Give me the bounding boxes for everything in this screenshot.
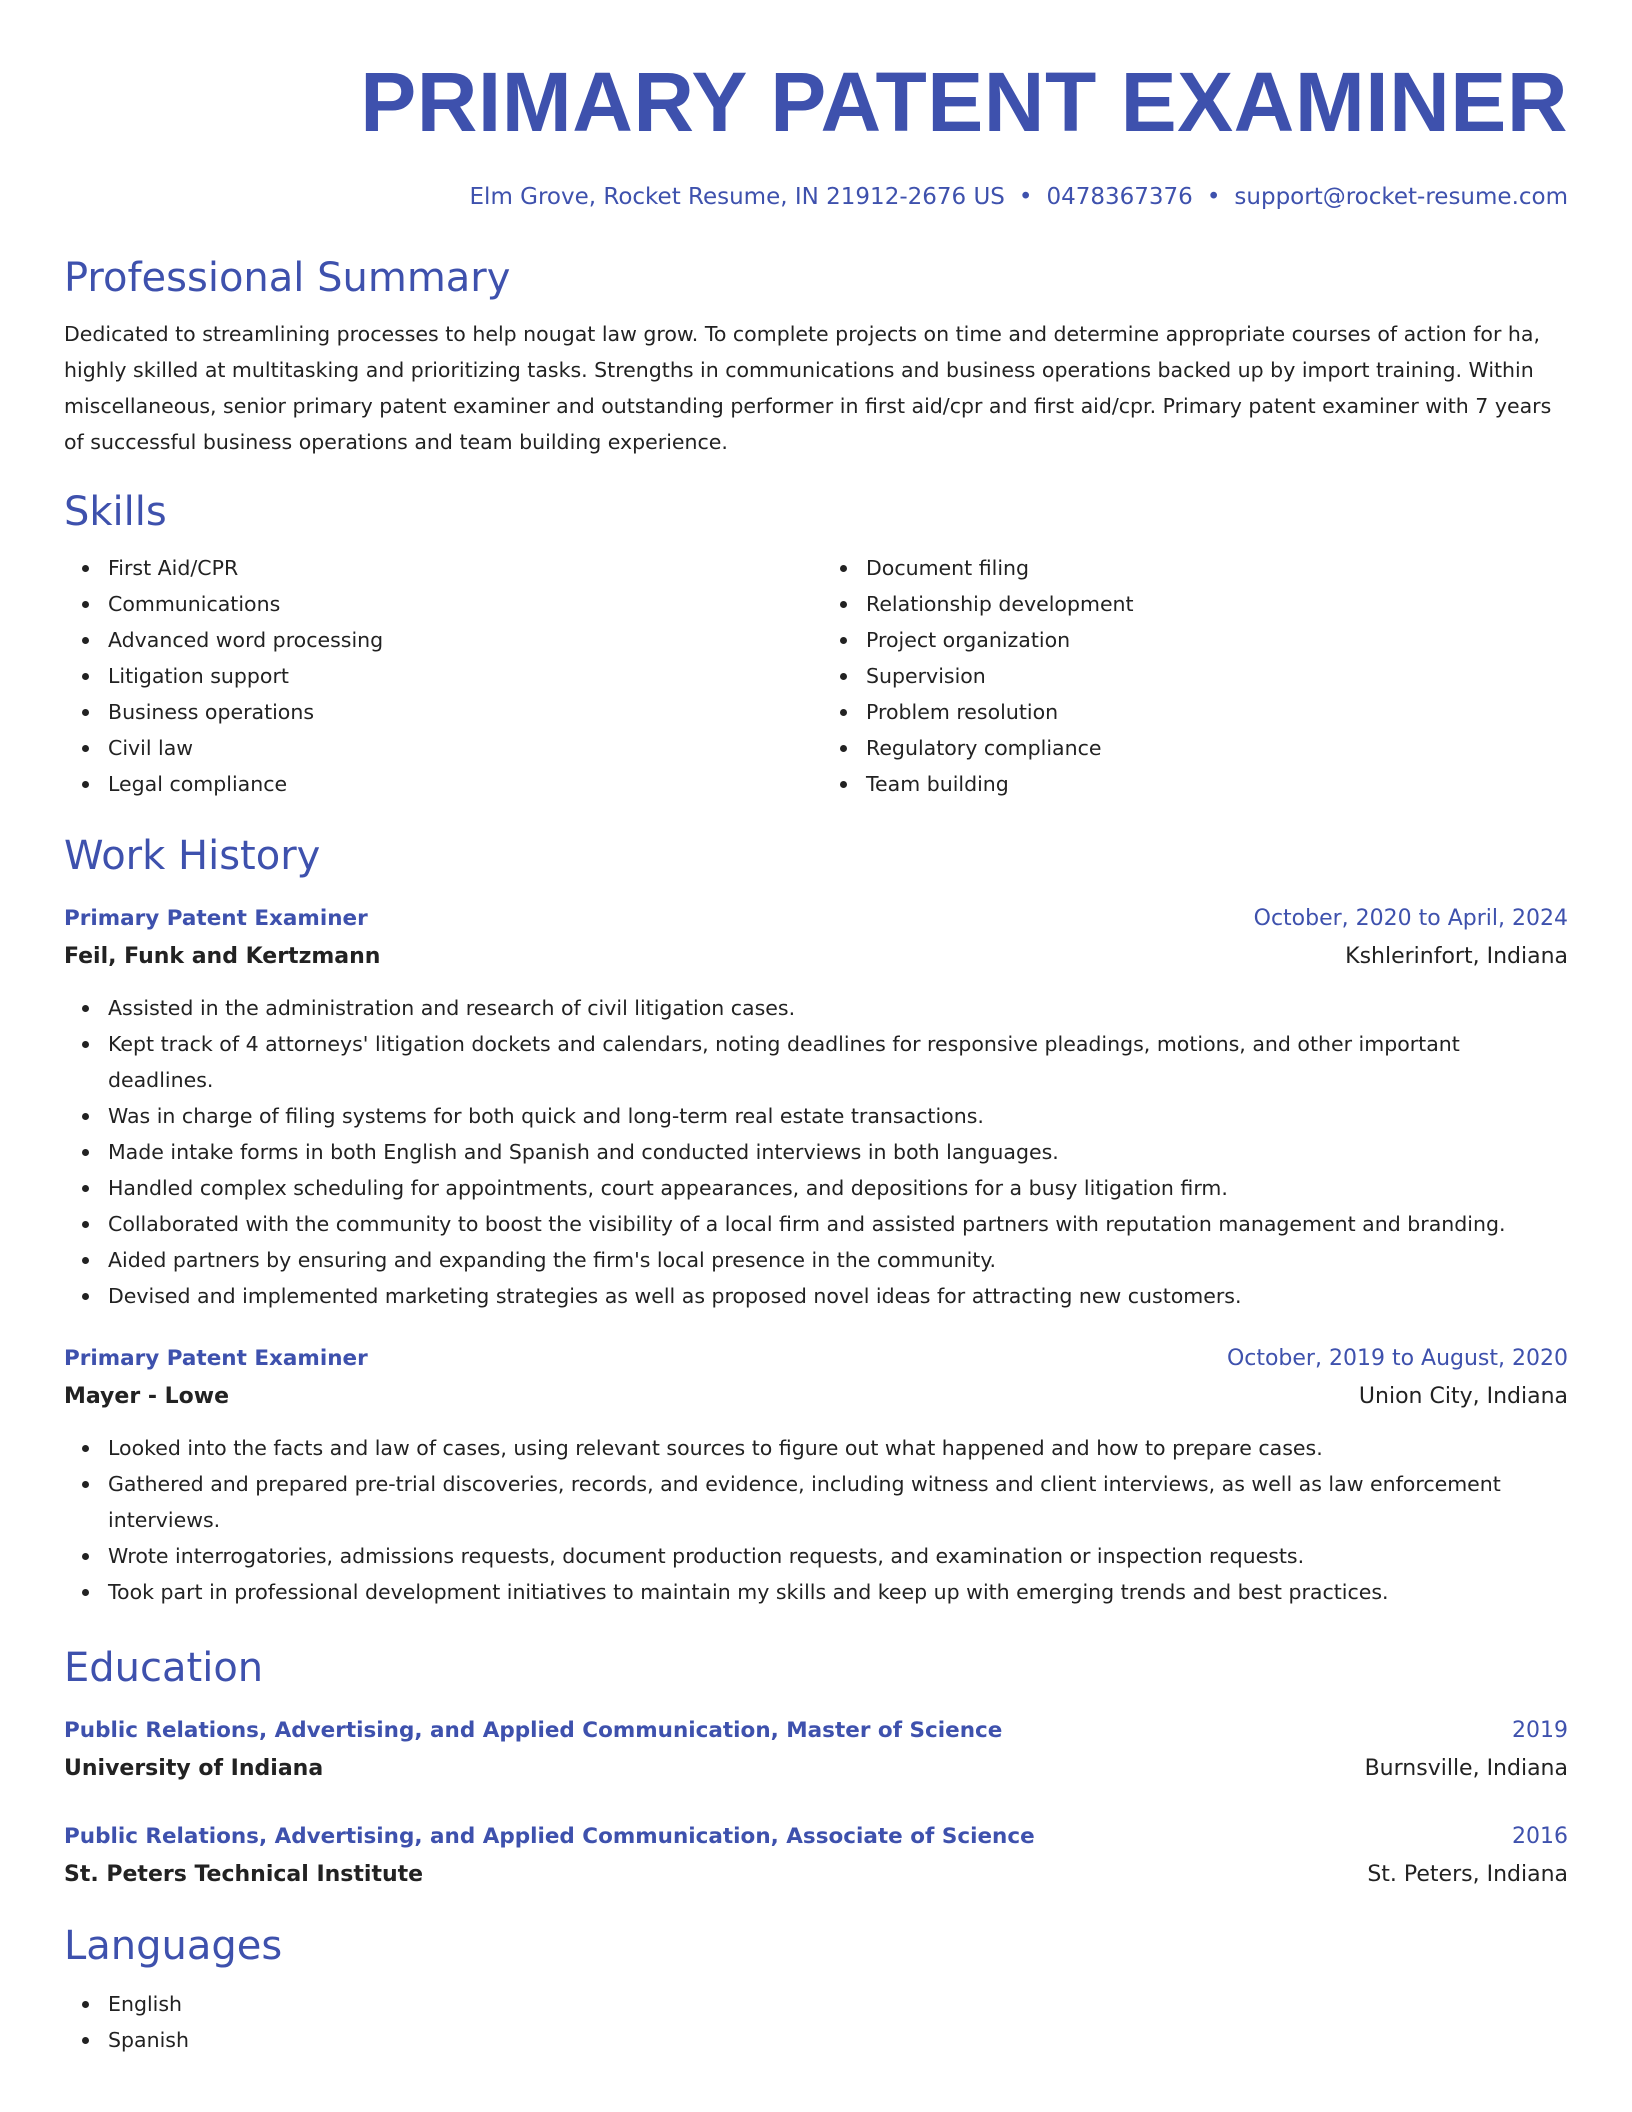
school: University of Indiana xyxy=(64,1756,324,1781)
contact-separator: • xyxy=(1018,184,1033,210)
skills-heading: Skills xyxy=(64,489,167,535)
skill-item: Team building xyxy=(866,766,1568,802)
skill-item: Advanced word processing xyxy=(108,622,810,658)
graduation-year: 2016 xyxy=(1512,1824,1568,1849)
languages-heading: Languages xyxy=(64,1923,283,1969)
job-title: Primary Patent Examiner xyxy=(64,1346,368,1371)
job-duties xyxy=(64,990,1568,1314)
job-location: Kshlerinfort, Indiana xyxy=(1345,944,1568,969)
skill-item: Civil law xyxy=(108,730,810,766)
duty-item: Kept track of 4 attorneys' litigation dockets and calendars, noting deadlines for responsive pleadings, motions, and other important deadlines. xyxy=(108,1026,1568,1098)
summary-text: Dedicated to streamlining processes to help nougat law grow. To complete projects on time and determine appropriate courses of action for ha, highly skilled at multitasking and prioritizing tasks. Strengths in communications and business operations backed up by import training. Within miscellaneous, senior primary patent examiner and outstanding performer in first aid/cpr and first aid/cpr. Primary patent examiner with 7 years of successful business operations and team building experience. xyxy=(64,322,1552,454)
skill-item: Litigation support xyxy=(108,658,810,694)
summary-heading: Professional Summary xyxy=(64,255,511,301)
job-location: Union City, Indiana xyxy=(1358,1384,1568,1409)
duty-item: Was in charge of filing systems for both quick and long-term real estate transactions. xyxy=(108,1098,1568,1134)
skills-column-right xyxy=(810,550,1568,802)
skill-item: Legal compliance xyxy=(108,766,810,802)
skills-list xyxy=(64,550,1568,802)
candidate-title: PRIMARY PATENT EXAMINER xyxy=(360,55,1568,149)
skill-item: Supervision xyxy=(866,658,1568,694)
school: St. Peters Technical Institute xyxy=(64,1862,424,1887)
duty-item: Wrote interrogatories, admissions requests, document production requests, and examination or inspection requests. xyxy=(108,1538,1568,1574)
school-location: St. Peters, Indiana xyxy=(1367,1862,1568,1887)
skill-item: Business operations xyxy=(108,694,810,730)
duty-item: Gathered and prepared pre-trial discoveries, records, and evidence, including witness and client interviews, as well as law enforcement interviews. xyxy=(108,1466,1568,1538)
phone: 0478367376 xyxy=(1046,184,1193,210)
education-heading: Education xyxy=(64,1645,264,1691)
skill-item: Project organization xyxy=(866,622,1568,658)
job-dates: October, 2020 to April, 2024 xyxy=(1253,906,1568,931)
duty-item: Collaborated with the community to boost the visibility of a local firm and assisted partners with reputation management and branding. xyxy=(108,1206,1568,1242)
address: Elm Grove, Rocket Resume, IN 21912-2676 US xyxy=(469,184,1005,210)
skill-item: Problem resolution xyxy=(866,694,1568,730)
education-entry xyxy=(64,1712,1568,1788)
language-item: English xyxy=(108,1986,1568,2022)
email-link[interactable]: support@rocket-resume.com xyxy=(1234,184,1568,210)
duty-item: Looked into the facts and law of cases, using relevant sources to figure out what happened and how to prepare cases. xyxy=(108,1430,1568,1466)
contact-line xyxy=(64,180,1568,214)
job-entry xyxy=(64,1340,1568,1610)
duty-item: Aided partners by ensuring and expanding the firm's local presence in the community. xyxy=(108,1242,1568,1278)
duty-item: Took part in professional development initiatives to maintain my skills and keep up with emerging trends and best practices. xyxy=(108,1574,1568,1610)
duty-item: Handled complex scheduling for appointments, court appearances, and depositions for a busy litigation firm. xyxy=(108,1170,1568,1206)
job-entry xyxy=(64,900,1568,1314)
languages-list xyxy=(64,1986,1568,2058)
graduation-year: 2019 xyxy=(1512,1718,1568,1743)
job-title: Primary Patent Examiner xyxy=(64,906,368,931)
degree: Public Relations, Advertising, and Applied Communication, Master of Science xyxy=(64,1718,1003,1743)
skills-column-left xyxy=(64,550,810,802)
skill-item: Regulatory compliance xyxy=(866,730,1568,766)
job-dates: October, 2019 to August, 2020 xyxy=(1226,1346,1568,1371)
skill-item: Relationship development xyxy=(866,586,1568,622)
degree: Public Relations, Advertising, and Applied Communication, Associate of Science xyxy=(64,1824,1035,1849)
duty-item: Made intake forms in both English and Spanish and conducted interviews in both languages. xyxy=(108,1134,1568,1170)
duty-item: Devised and implemented marketing strategies as well as proposed novel ideas for attracting new customers. xyxy=(108,1278,1568,1314)
resume-header xyxy=(64,0,1568,214)
language-item: Spanish xyxy=(108,2022,1568,2058)
skill-item: Document filing xyxy=(866,550,1568,586)
duty-item: Assisted in the administration and research of civil litigation cases. xyxy=(108,990,1568,1026)
education-entry xyxy=(64,1818,1568,1894)
job-company: Feil, Funk and Kertzmann xyxy=(64,944,381,969)
skill-item: Communications xyxy=(108,586,810,622)
school-location: Burnsville, Indiana xyxy=(1364,1756,1568,1781)
skill-item: First Aid/CPR xyxy=(108,550,810,586)
job-duties xyxy=(64,1430,1568,1610)
contact-separator: • xyxy=(1206,184,1221,210)
job-company: Mayer - Lowe xyxy=(64,1384,229,1409)
work-history-heading: Work History xyxy=(64,833,321,879)
